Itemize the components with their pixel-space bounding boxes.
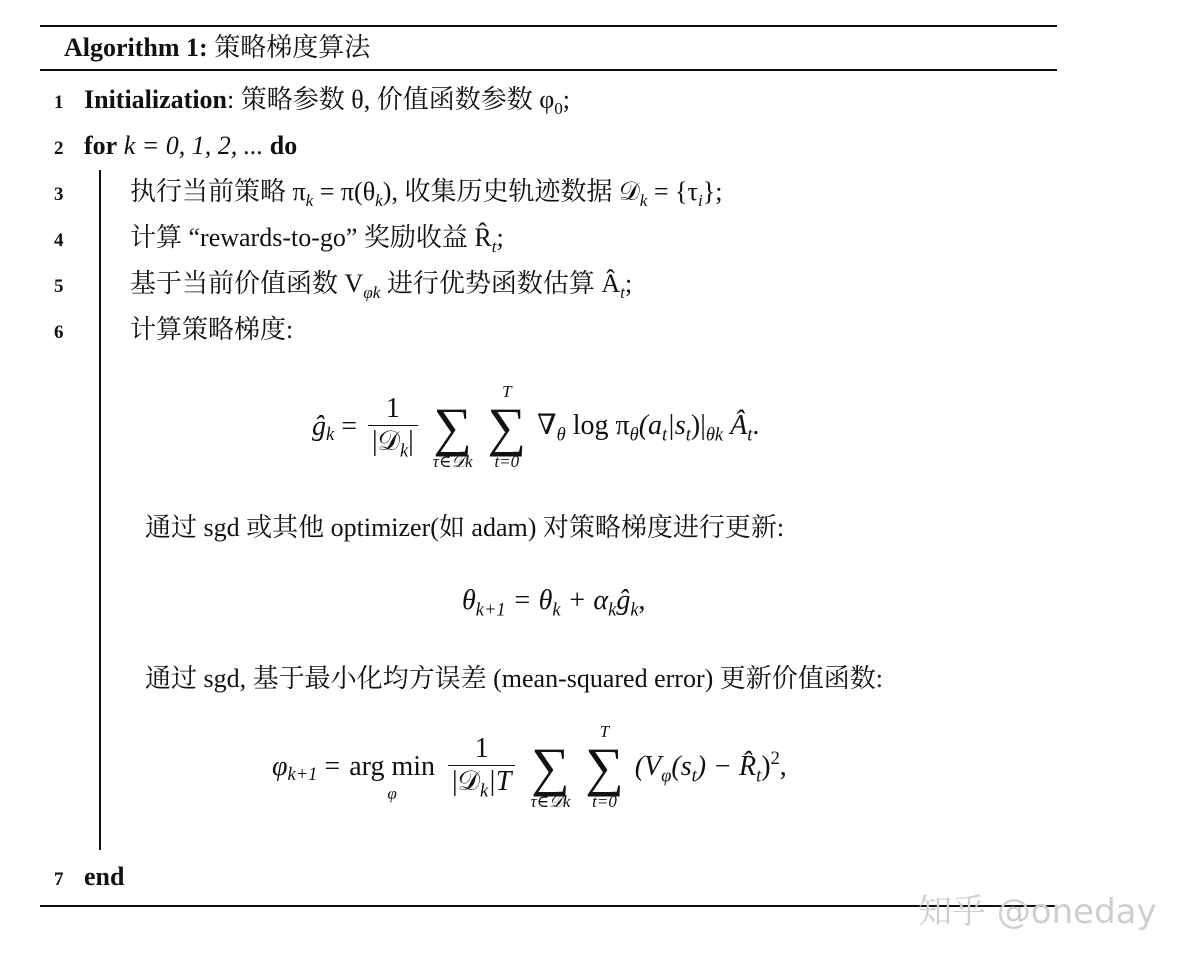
grad-body-d-sub: t xyxy=(685,424,691,445)
bottom-rule xyxy=(40,905,1057,907)
loop-body-bar xyxy=(99,170,101,850)
value-body xyxy=(634,747,787,786)
line-number-3: 3 xyxy=(54,184,64,205)
line-3-text-a: 执行当前策略 π xyxy=(130,177,306,206)
line-5-text-b: 进行优势函数估算 Â xyxy=(380,269,621,298)
value-lhs: φ xyxy=(272,751,288,782)
line-3-text-b: = π(θ xyxy=(313,177,376,206)
update-c-sub: k xyxy=(608,599,617,620)
line-5-text-a: 基于当前价值函数 V xyxy=(130,269,364,298)
update-a: θ xyxy=(462,585,476,616)
grad-fraction xyxy=(368,393,418,461)
line-number-6: 6 xyxy=(54,322,64,343)
value-function-equation xyxy=(272,722,787,812)
do-keyword: do xyxy=(269,131,298,160)
init-tail: ; xyxy=(562,85,571,114)
value-body-b: (s xyxy=(671,750,692,782)
line-number-2: 2 xyxy=(54,138,64,159)
grad-body-c: (a xyxy=(638,410,663,442)
grad-sum-outer xyxy=(433,382,473,472)
value-sum2-upper: T xyxy=(599,722,610,741)
init-keyword: Initialization xyxy=(84,85,228,114)
value-body-d-sup: 2 xyxy=(770,747,780,768)
grad-sum1-lower: τ∈𝒟k xyxy=(432,452,473,471)
grad-body-e: )| xyxy=(690,410,706,442)
line-3 xyxy=(130,175,722,218)
grad-lhs: ĝ xyxy=(312,411,326,442)
line-3-text-d: = {τ xyxy=(647,177,698,206)
value-body-e: , xyxy=(779,750,787,782)
line-1 xyxy=(84,83,570,126)
grad-sum2-upper: T xyxy=(502,382,512,401)
value-body-b-sub: t xyxy=(691,765,697,786)
grad-body-f: Â xyxy=(723,410,748,442)
line-number-5: 5 xyxy=(54,276,64,297)
value-body-c-sub: t xyxy=(756,765,762,786)
line-5-sub-b: t xyxy=(620,283,625,302)
value-sum1-lower: τ∈𝒟k xyxy=(530,792,571,811)
line-number-4: 4 xyxy=(54,230,64,251)
algorithm-label: Algorithm 1: xyxy=(64,33,208,62)
value-body-a-sub: φ xyxy=(661,765,672,786)
update-d: ĝ xyxy=(616,585,631,616)
line-3-sub-a: k xyxy=(305,191,314,210)
grad-lhs-sub: k xyxy=(326,423,335,444)
end-keyword: end xyxy=(84,862,125,891)
line-number-1: 1 xyxy=(54,92,64,113)
line-3-sub-b: k xyxy=(375,191,383,210)
value-lhs-sub: k+1 xyxy=(287,763,318,784)
line-3-text-c: ), 收集历史轨迹数据 𝒟 xyxy=(382,177,640,206)
grad-body-d: |s xyxy=(667,410,686,442)
grad-body-b-sub: θ xyxy=(629,424,639,445)
top-rule xyxy=(40,25,1057,27)
grad-frac-den-tail: | xyxy=(408,425,414,457)
grad-frac-den: |𝒟 xyxy=(372,425,400,457)
grad-body-a: ∇ xyxy=(537,410,557,442)
sgd-policy-text: 通过 sgd 或其他 optimizer(如 adam) 对策略梯度进行更新: xyxy=(145,513,785,542)
theta-update-equation xyxy=(462,585,646,620)
algorithm-name: 策略梯度算法 xyxy=(214,33,371,62)
update-c: + α xyxy=(560,585,609,616)
value-argmin-sub: φ xyxy=(387,784,397,803)
for-keyword: for xyxy=(84,131,118,160)
grad-body-c-sub: t xyxy=(662,424,668,445)
value-frac-num: 1 xyxy=(474,732,489,764)
value-argmin xyxy=(349,730,435,804)
title-rule xyxy=(40,69,1057,71)
value-eq: = xyxy=(324,751,348,782)
line-5 xyxy=(130,267,632,310)
grad-sum2-symbol: ∑ xyxy=(487,397,527,457)
sgd-value-text: 通过 sgd, 基于最小化均方误差 (mean-squared error) 更新价值函数: xyxy=(145,664,883,693)
line-4-text-a: 计算 “rewards-to-go” 奖励收益 R̂ xyxy=(130,223,492,252)
watermark: 知乎 @oneday xyxy=(918,892,1157,932)
update-d-sub: k xyxy=(630,599,639,620)
value-body-c: ) − R̂ xyxy=(696,750,757,782)
update-a-sub: k+1 xyxy=(475,599,506,620)
grad-frac-den-sub: k xyxy=(399,440,409,461)
line-6: 计算策略梯度: xyxy=(130,315,294,344)
line-5-text-c: ; xyxy=(624,269,633,298)
line-4 xyxy=(130,221,504,264)
update-b-sub: k xyxy=(552,599,561,620)
init-text: : 策略参数 θ, 价值函数参数 φ xyxy=(227,85,555,114)
value-body-d: ) xyxy=(761,750,771,782)
update-b: = θ xyxy=(505,585,553,616)
value-argmin-text: arg min xyxy=(349,751,436,782)
grad-sum-inner xyxy=(488,382,527,472)
grad-sum1-symbol: ∑ xyxy=(433,397,472,457)
grad-body-a-sub: θ xyxy=(556,424,566,445)
policy-gradient-equation xyxy=(312,382,759,472)
grad-sum2-lower: t=0 xyxy=(494,452,520,471)
grad-eq: = xyxy=(341,411,357,442)
line-4-sub-a: t xyxy=(491,237,497,256)
grad-body-b: log π xyxy=(565,410,630,442)
value-frac-den: |𝒟 xyxy=(452,765,480,797)
value-fraction xyxy=(448,733,515,801)
line-3-sub-c: k xyxy=(639,191,648,210)
grad-body-f-sub: t xyxy=(747,424,753,445)
value-frac-den-sub: k xyxy=(479,780,489,801)
value-frac-den-tail: |T xyxy=(488,765,512,797)
grad-frac-num: 1 xyxy=(385,392,400,424)
value-sum1-symbol: ∑ xyxy=(531,737,570,797)
value-body-a: (V xyxy=(634,750,662,782)
line-3-sub-d: i xyxy=(697,191,703,210)
update-e: , xyxy=(638,585,646,616)
grad-body xyxy=(537,410,760,445)
value-sum2-symbol: ∑ xyxy=(585,737,624,797)
line-5-sub-a: φk xyxy=(363,283,381,302)
algorithm-title xyxy=(64,31,370,65)
grad-body-e-sub: θk xyxy=(705,424,724,445)
value-sum-inner xyxy=(585,722,624,812)
line-number-7: 7 xyxy=(54,869,64,890)
for-range: k = 0, 1, 2, ... xyxy=(117,131,270,160)
value-sum2-lower: t=0 xyxy=(592,792,617,811)
line-2 xyxy=(84,129,297,163)
line-3-text-e: }; xyxy=(702,177,723,206)
grad-body-g: . xyxy=(752,410,760,442)
line-4-text-b: ; xyxy=(496,223,504,252)
value-sum-outer xyxy=(530,722,570,812)
init-sub: 0 xyxy=(554,99,563,118)
